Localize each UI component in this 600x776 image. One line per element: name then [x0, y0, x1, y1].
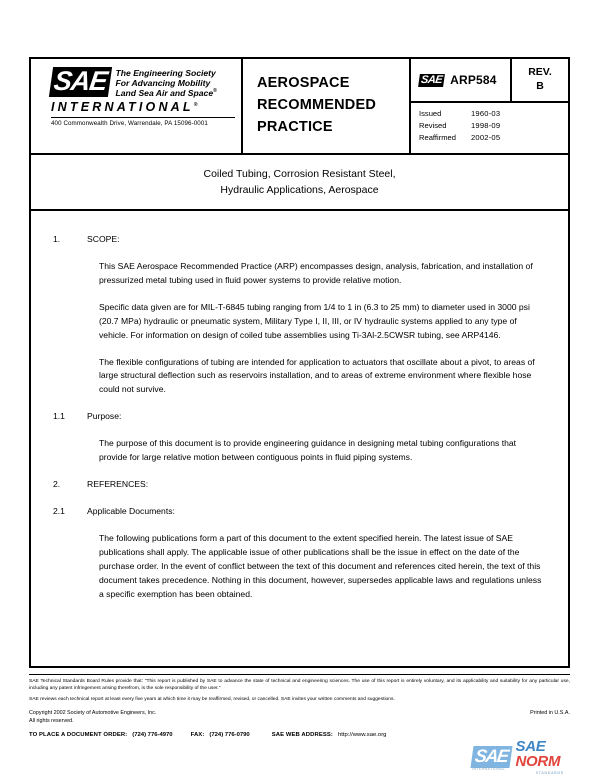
footer-legal-notice-1: SAE Technical Standards Board Rules provide that: "This report is published by SAE to advance the state of technical and engineering sciences. The use of this report is entirely voluntary, and its applicability and suitability for any particular use, including any patent infringement arising therefrom, is the sole responsibility of the user." [29, 679, 570, 692]
section-heading-references [53, 478, 542, 492]
fax-number: (724) 776-0790 [209, 731, 250, 738]
date-value-issued: 1960-03 [471, 109, 501, 118]
norm-word-sae: SAE [515, 738, 546, 755]
sae-norm-international: INTERNATIONAL [472, 767, 506, 771]
subject-line1: Coiled Tubing, Corrosion Resistant Steel, [203, 167, 396, 180]
section-title-1-1: Purpose: [87, 411, 122, 422]
doc-number: ARP584 [450, 73, 497, 87]
norm-word-norm: NORM [515, 753, 561, 770]
footer-copyright-block [29, 709, 570, 725]
doc-type-line1: AEROSPACE [257, 75, 350, 91]
sae-norm-subtitle: STANDARDS [535, 771, 564, 775]
document-body [31, 211, 568, 666]
sae-tagline-line1: The Engineering Society [115, 68, 216, 78]
section-heading-scope [53, 233, 542, 247]
section-title-2-1: Applicable Documents: [87, 505, 175, 516]
sae-wordmark [51, 67, 235, 98]
sae-tagline [116, 67, 217, 98]
sae-logo-icon: SAE [49, 67, 112, 97]
subject-line2: Hydraulic Applications, Aerospace [220, 184, 379, 196]
revision-label: REV. [528, 66, 552, 78]
sae-mini-logo-icon: SAE [418, 74, 445, 87]
sae-address: 400 Commonwealth Drive, Warrendale, PA 15096-0001 [51, 117, 235, 127]
document-footer [29, 674, 570, 738]
document-type-title [243, 59, 411, 153]
date-label-reaffirmed: Reaffirmed [419, 132, 457, 142]
section-number-2: 2. [53, 479, 61, 490]
web-url[interactable]: http://www.sae.org [337, 731, 387, 738]
footer-order-line [29, 732, 570, 738]
fax-label: FAX: [190, 731, 205, 738]
document-subject-title [31, 155, 568, 211]
sae-norm-logo-icon: SAE [470, 746, 512, 768]
doc-number-row [411, 59, 568, 103]
section-title-2: REFERENCES: [87, 479, 149, 490]
section-number-1: 1. [53, 234, 61, 244]
doc-type-line2: RECOMMENDED [257, 96, 377, 113]
footer-copyright: Copyright 2002 Society of Automotive Engineers, Inc. [29, 710, 157, 717]
footer-printed-in: Printed in U.S.A. [530, 710, 570, 717]
section-title-1: SCOPE: [87, 234, 120, 244]
masthead [31, 59, 568, 155]
document-frame [29, 57, 570, 668]
footer-rights: All rights reserved. [29, 718, 74, 725]
date-row-issued [419, 108, 568, 120]
date-row-reaffirmed [419, 132, 568, 144]
order-phone: (724) 776-4970 [132, 731, 173, 738]
section-number-2-1: 2.1 [53, 505, 65, 516]
order-label: TO PLACE A DOCUMENT ORDER: [29, 731, 128, 738]
paragraph-scope-1: This SAE Aerospace Recommended Practice (ARP) encompasses design, analysis, fabrication, and installation of pressurized metal tubing used in fluid power systems to provide relative motion. [99, 260, 533, 285]
date-label-issued: Issued [419, 109, 442, 118]
sae-norm-text-block [516, 739, 584, 775]
paragraph-scope-2: Specific data given are for MIL-T-6845 tubing ranging from 1/4 to 1 in (6.3 to 25 mm) to diameter used in 3000 psi (20.7 MPa) hydraulic or pneumatic system, Military Type I, II, III, or IV hydraulic systems applied to any type of vehicle. For information on design of coiled tube assemblies using Ti-3Al-2.5CWSR tubing, see ARP4146. [99, 301, 530, 340]
date-value-reaffirmed: 2002-05 [471, 132, 501, 142]
footer-divider [29, 674, 570, 675]
paragraph-scope-3: The flexible configurations of tubing are intended for application to actuators that oscillate about a pivot, to areas of large structural deflection such as reservoirs installation, and to areas of extreme environment where flexible hose could not survive. [99, 356, 535, 395]
paragraph-applicable-1: The following publications form a part of this document to the extent specified herein. The latest issue of SAE publications shall apply. The applicable issue of other publications shall be the issue in effect on the date of the purchase order. In the event of conflict between the text of this document and references cited herein, the text of this document takes precedence. Nothing in this document, however, supersedes applicable laws and regulations unless a specific exemption has been obtained. [99, 532, 542, 599]
doc-type-line3: PRACTICE [257, 118, 333, 135]
date-list [411, 103, 568, 153]
section-heading-purpose [53, 410, 542, 424]
revision-value: B [536, 80, 544, 93]
date-row-revised [419, 120, 568, 132]
sae-logo-block [31, 59, 243, 153]
sae-norm-wordmark [516, 739, 584, 769]
doc-number-cell [411, 59, 512, 101]
section-heading-applicable-documents [53, 505, 542, 519]
paragraph-purpose-1: The purpose of this document is to provide engineering guidance in designing metal tubing configurations that provide for large relative motion between contiguous points in fluid piping systems. [99, 438, 517, 463]
sae-tagline-line2: For Advancing Mobility [115, 78, 211, 89]
sae-international-label: INTERNATIONAL® [51, 100, 198, 115]
section-number-1-1: 1.1 [53, 411, 65, 422]
date-value-revised: 1998-09 [471, 120, 501, 130]
sae-tagline-line3: Land Sea Air and Space® [115, 88, 217, 99]
date-label-revised: Revised [419, 120, 447, 130]
sae-norm-badge [472, 738, 584, 775]
document-meta-block [411, 59, 568, 153]
footer-legal-notice-2: SAE reviews each technical report at least every five years at which time it may be reaffirmed, revised, or cancelled. SAE invites your written comments and suggestions. [29, 697, 395, 703]
revision-cell [512, 59, 568, 101]
web-label: SAE WEB ADDRESS: [271, 731, 333, 738]
